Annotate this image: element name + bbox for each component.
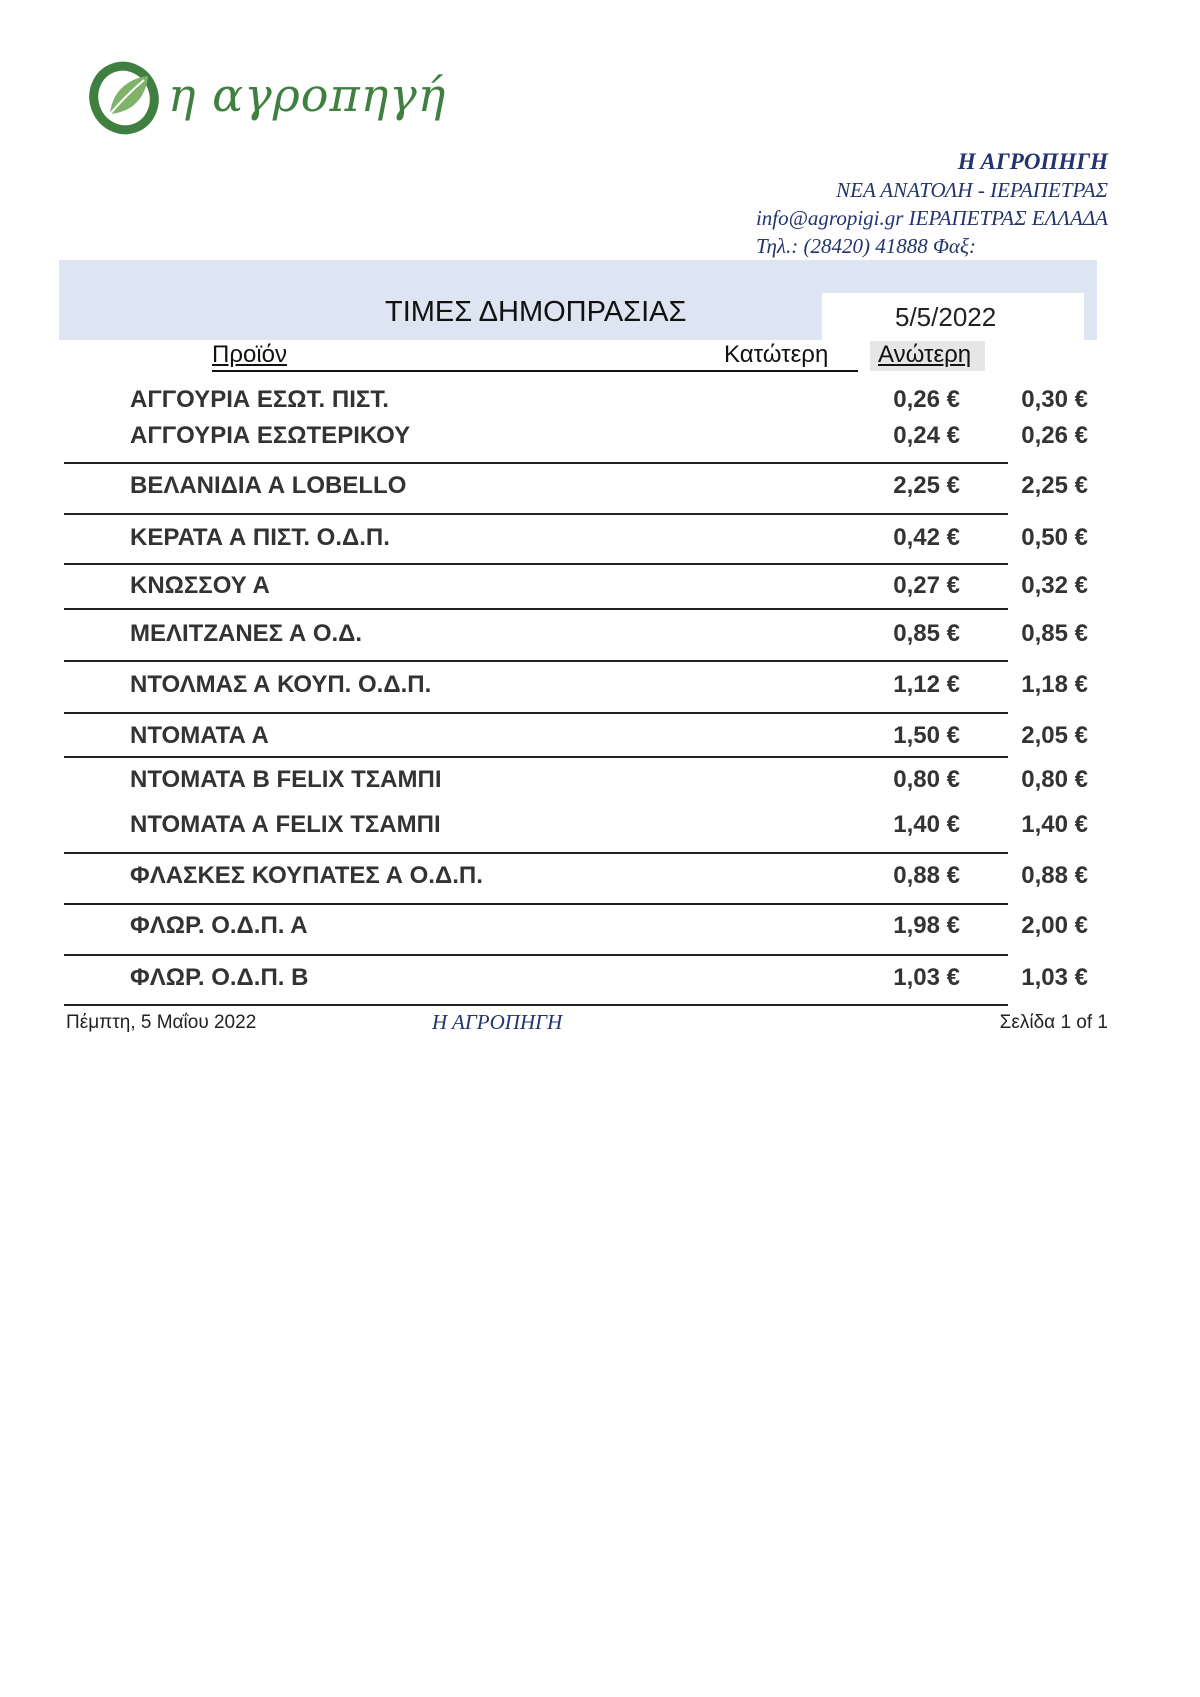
- leaf-logo-icon: [86, 56, 164, 136]
- high-price-cell: 0,26 €: [1021, 422, 1088, 449]
- low-price-cell: 0,85 €: [893, 620, 960, 647]
- high-price-cell: 0,88 €: [1021, 862, 1088, 889]
- high-price-cell: 2,25 €: [1021, 472, 1088, 499]
- high-price-cell: 0,32 €: [1021, 572, 1088, 599]
- product-cell: ΝΤΟΜΑΤΑ Α FELIX ΤΣΑΜΠΙ: [130, 811, 441, 838]
- table-bottom-rule: [64, 1004, 1008, 1006]
- row-divider: [64, 712, 1008, 714]
- table-row: [130, 805, 1088, 845]
- high-price-cell: 2,00 €: [1021, 912, 1088, 939]
- product-cell: ΦΛΑΣΚΕΣ ΚΟΥΠΑΤΕΣ Α Ο.Δ.Π.: [130, 862, 483, 889]
- footer-page-number: Σελίδα 1 of 1: [999, 1012, 1108, 1033]
- product-cell: ΦΛΩΡ. Ο.Δ.Π. Α: [130, 912, 308, 939]
- footer-date: Πέμπτη, 5 Μαΐου 2022: [66, 1012, 257, 1033]
- table-row: [130, 466, 1088, 506]
- high-price-cell: 1,40 €: [1021, 811, 1088, 838]
- low-price-cell: 1,03 €: [893, 964, 960, 991]
- high-price-cell: 2,05 €: [1021, 722, 1088, 749]
- product-cell: ΒΕΛΑΝΙΔΙΑ Α LOBELLO: [130, 472, 407, 499]
- product-cell: ΝΤΟΜΑΤΑ Β FELIX ΤΣΑΜΠΙ: [130, 766, 442, 793]
- row-divider: [64, 903, 1008, 905]
- product-cell: ΑΓΓΟΥΡΙΑ ΕΣΩΤΕΡΙΚΟΥ: [130, 422, 411, 449]
- table-row: [130, 906, 1088, 946]
- table-row: [130, 716, 1088, 756]
- low-price-cell: 1,40 €: [893, 811, 960, 838]
- row-divider: [64, 563, 1008, 565]
- company-email-line: info@agropigi.gr ΙΕΡΑΠΕΤΡΑΣ ΕΛΛΑΔΑ: [755, 206, 1108, 230]
- column-header-low: Κατώτερη: [724, 341, 829, 368]
- product-cell: ΑΓΓΟΥΡΙΑ ΕΣΩΤ. ΠΙΣΤ.: [130, 386, 389, 413]
- table-row: [130, 380, 1088, 420]
- product-cell: ΜΕΛΙΤΖΑΝΕΣ Α Ο.Δ.: [130, 620, 363, 647]
- product-cell: ΝΤΟΛΜΑΣ Α ΚΟΥΠ. Ο.Δ.Π.: [130, 671, 432, 698]
- low-price-cell: 2,25 €: [893, 472, 960, 499]
- product-cell: ΝΤΟΜΑΤΑ Α: [130, 722, 269, 749]
- table-row: [130, 518, 1088, 558]
- report-title: ΤΙΜΕΣ ΔΗΜΟΠΡΑΣΙΑΣ: [385, 296, 687, 328]
- table-row: [130, 416, 1088, 456]
- row-divider: [64, 608, 1008, 610]
- low-price-cell: 0,88 €: [893, 862, 960, 889]
- low-price-cell: 0,24 €: [893, 422, 960, 449]
- low-price-cell: 1,98 €: [893, 912, 960, 939]
- low-price-cell: 0,42 €: [893, 524, 960, 551]
- low-price-cell: 0,27 €: [893, 572, 960, 599]
- high-price-cell: 1,18 €: [1021, 671, 1088, 698]
- row-divider: [64, 852, 1008, 854]
- column-header-high: Ανώτερη: [878, 341, 972, 368]
- high-price-cell: 0,30 €: [1021, 386, 1088, 413]
- low-price-cell: 0,26 €: [893, 386, 960, 413]
- company-name: Η ΑΓΡΟΠΗΓΗ: [957, 149, 1108, 174]
- row-divider: [64, 954, 1008, 956]
- low-price-cell: 1,50 €: [893, 722, 960, 749]
- report-date: 5/5/2022: [895, 302, 997, 332]
- product-cell: ΚΝΩΣΣΟΥ Α: [130, 572, 270, 599]
- row-divider: [64, 513, 1008, 515]
- product-cell: ΦΛΩΡ. Ο.Δ.Π. Β: [130, 964, 309, 991]
- row-divider: [64, 462, 1008, 464]
- header-underline: [212, 370, 858, 372]
- table-row: [130, 614, 1088, 654]
- high-price-cell: 0,85 €: [1021, 620, 1088, 647]
- low-price-cell: 1,12 €: [893, 671, 960, 698]
- table-row: [130, 856, 1088, 896]
- company-phone-line: Τηλ.: (28420) 41888 Φαξ:: [755, 234, 976, 258]
- company-info: [756, 148, 1108, 260]
- high-price-cell: 0,50 €: [1021, 524, 1088, 551]
- table-row: [130, 566, 1088, 606]
- company-logo: [86, 52, 447, 152]
- low-price-cell: 0,80 €: [893, 766, 960, 793]
- company-address: ΝΕΑ ΑΝΑΤΟΛΗ - ΙΕΡΑΠΕΤΡΑΣ: [836, 178, 1108, 202]
- footer-company: Η ΑΓΡΟΠΗΓΗ: [432, 1010, 563, 1034]
- high-price-cell: 1,03 €: [1021, 964, 1088, 991]
- table-row: [130, 760, 1088, 800]
- row-divider: [64, 660, 1008, 662]
- logo-wordmark: η αγροπηγή: [168, 68, 447, 122]
- table-row: [130, 665, 1088, 705]
- high-price-cell: 0,80 €: [1021, 766, 1088, 793]
- product-cell: ΚΕΡΑΤΑ Α ΠΙΣΤ. Ο.Δ.Π.: [130, 524, 390, 551]
- row-divider: [64, 756, 1008, 758]
- table-row: [130, 958, 1088, 998]
- column-header-product: Προϊόν: [212, 341, 288, 368]
